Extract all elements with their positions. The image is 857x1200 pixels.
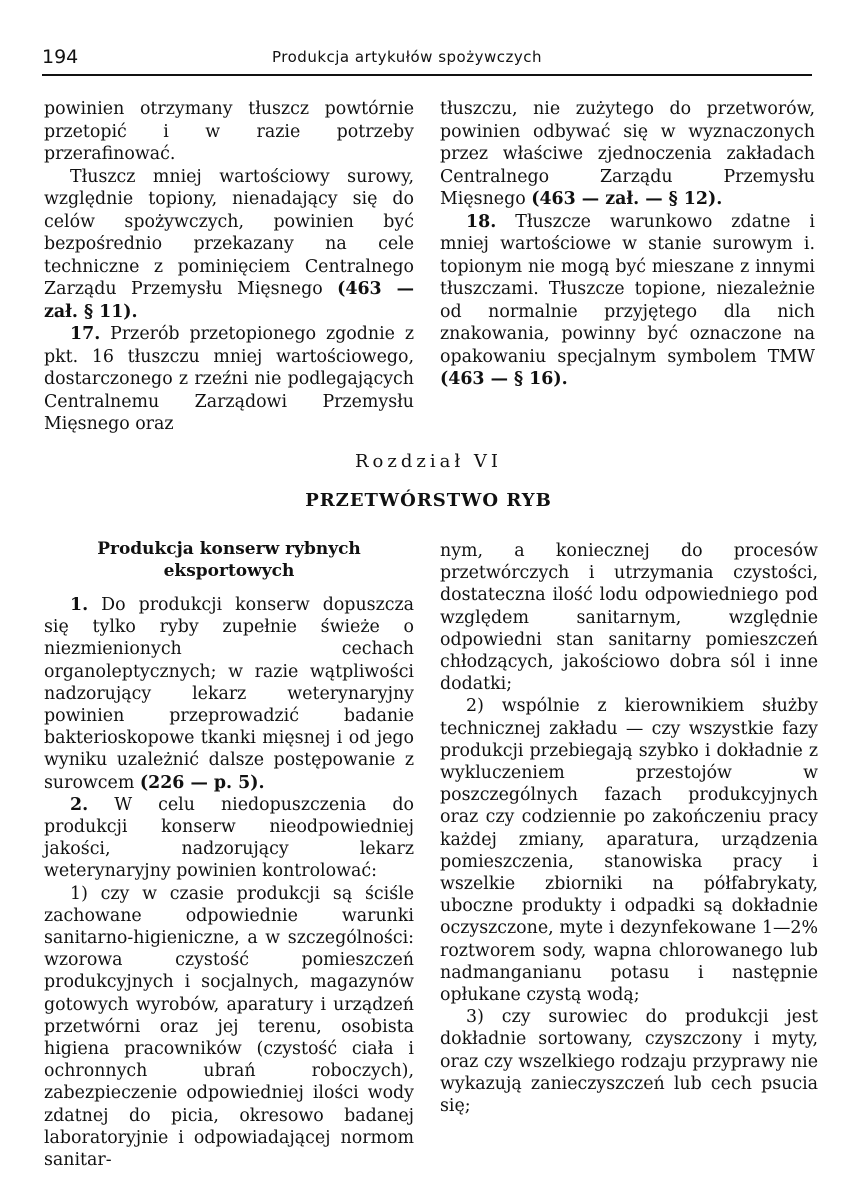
- point-number: 1.: [70, 595, 89, 615]
- paragraph-text: W celu niedopuszczenia do produkcji konserw nieodpowiedniej jakości, nadzorujący lekarz weterynaryjny powinien kontrolować:: [44, 794, 414, 882]
- top-right-column: [440, 98, 815, 391]
- paragraph: 1) czy w czasie produkcji są ściśle zachowane odpowiednie warunki sanitarno-higieniczne, a w szczególności: wzorowa czystość pomieszczeń produkcyjnych i socjalnych, magazynów gotowych wyrobów, aparatury i urządzeń przetwórni oraz jej terenu, osobista higiena pracowników (czystość ciała i ochronnych ubrań roboczych), zabezpieczenie odpowiedniej ilości wody zdatnej do picia, okresowo badanej laboratoryjnie i odpowiadającej normom sanitar-: [44, 883, 414, 1171]
- paragraph: 3) czy surowiec do produkcji jest dokładnie sortowany, czyszczony i myty, oraz czy wszelkiego rodzaju przyprawy nie wykazują zanieczyszczeń lub cech psucia się;: [440, 1007, 818, 1117]
- paragraph-text: Do produkcji konserw dopuszcza się tylko ryby zupełnie świeże o niezmienionych cechach organoleptycznych; w razie wątpliwości nadzorujący lekarz weterynaryjny powinien przeprowadzić badanie bakterioskopowe tkanki mięsnej i od jego wyniku uzależnić dalsze postępowanie z surowcem: [44, 595, 414, 793]
- legal-reference: (226 — p. 5).: [139, 772, 265, 793]
- paragraph: [440, 98, 815, 211]
- paragraph: [44, 166, 414, 324]
- bottom-right-column: [440, 540, 818, 1117]
- page-number: 194: [42, 46, 79, 68]
- paragraph-text: Tłuszcze warunkowo zdatne i mniej wartościowe w stanie surowym i. topionym nie mogą być mieszane z innymi tłuszczami. Tłuszcze topione, niezależnie od normalnie przyjętego dla nich znakowania, powinny być oznaczone na opakowaniu specjalnym symbolem TMW: [440, 211, 815, 367]
- top-left-column: [44, 98, 414, 436]
- paragraph-text: Przerób przetopionego zgodnie z pkt. 16 tłuszczu mniej wartościowego, dostarczonego z rzeźni nie podlegających Centralnemu Zarządowi Przemysłu Mięsnego oraz: [44, 324, 414, 434]
- legal-reference: (463 — § 16).: [440, 369, 568, 389]
- paragraph: 2) wspólnie z kierownikiem służby technicznej zakładu — czy wszystkie fazy produkcji przebiegają szybko i dokładnie z wykluczeniem przestojów w poszczególnych fazach produkcyjnych oraz czy codziennie po zakończeniu pracy każdej zmiany, aparatura, urządzenia pomieszczenia, stanowiska pracy i wszelkie zbiorniki na półfabrykaty, uboczne produkty i odpadki są dokładnie oczyszczone, myte i dezynfekowane 1—2% roztworem sody, wapna chlorowanego lub nadmanganianu potasu i następnie opłukane czystą wodą;: [440, 696, 818, 1006]
- section-heading: Produkcja konserw rybnych eksportowych: [97, 539, 361, 581]
- page-header: [42, 44, 812, 76]
- paragraph: [44, 594, 414, 794]
- legal-reference: (463 — zał. § 11).: [44, 279, 414, 322]
- bottom-left-column: [44, 594, 414, 1171]
- paragraph: [44, 794, 414, 883]
- legal-reference: (463 — zał. — § 12).: [531, 189, 723, 209]
- paragraph-text: Tłuszcz mniej wartościowy surowy, względnie topiony, nienadający się do celów spożywczych, powinien być bezpośrednio przekazany na cele techniczne z pominięciem Centralnego Zarządu Przemysłu Mięsnego: [44, 166, 414, 299]
- chapter-label: Rozdział VI: [354, 451, 503, 472]
- point-number: 18.: [466, 211, 497, 232]
- paragraph: [44, 323, 414, 436]
- running-title: Produkcja artykułów spożywczych: [272, 48, 542, 66]
- paragraph: nym, a koniecznej do procesów przetwórczych i utrzymania czystości, dostateczna ilość lodu odpowiedniego pod względem sanitarnym, względnie odpowiedni stan sanitarny pomieszczeń chłodzących, jakościowo dobra sól i inne dodatki;: [440, 541, 818, 695]
- paragraph-text: tłuszczu, nie zużytego do przetworów, powinien odbywać się w wyznaczonych przez właściwe zjednoczenia zakładach Centralnego Zarządu Przemysłu Mięsnego: [440, 99, 815, 209]
- paragraph: powinien otrzymany tłuszcz powtórnie przetopić i w razie potrzeby przerafinować.: [44, 99, 414, 164]
- paragraph: [440, 211, 815, 391]
- chapter-title: PRZETWÓRSTWO RYB: [305, 490, 552, 511]
- point-number: 17.: [70, 324, 101, 344]
- point-number: 2.: [70, 794, 89, 815]
